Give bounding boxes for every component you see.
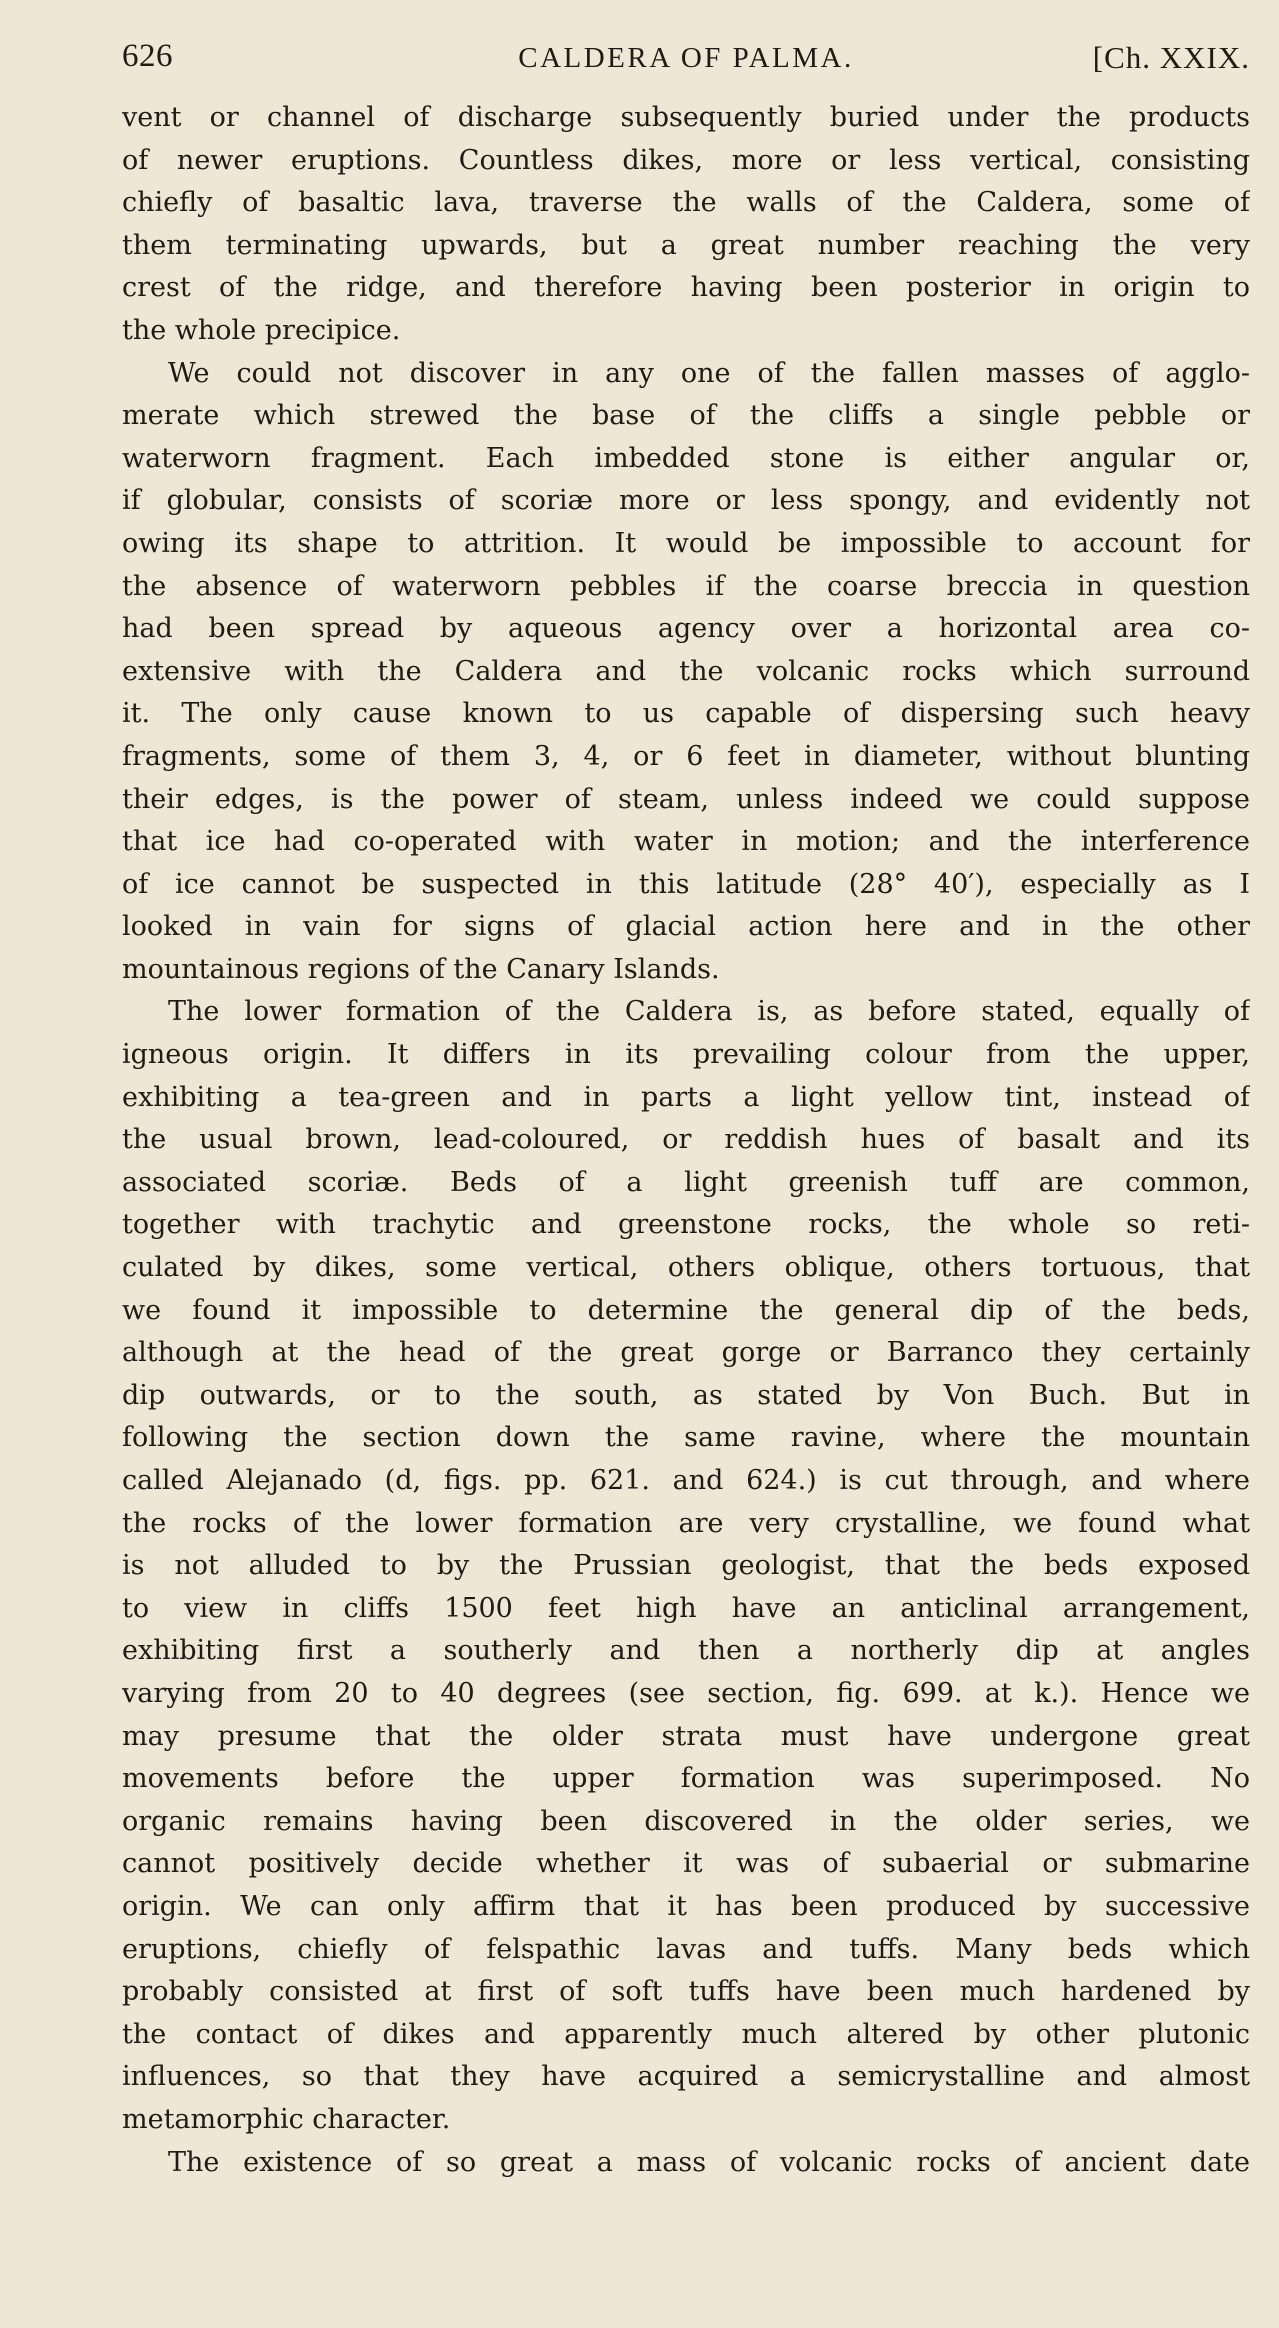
text-line: extensive with the Caldera and the volcanic rocks which surround [122, 655, 1250, 687]
text-line: the rocks of the lower formation are very crystalline, we found what [122, 1507, 1250, 1539]
text-line: them terminating upwards, but a great number reaching the very [122, 229, 1250, 261]
text-line: chiefly of basaltic lava, traverse the walls of the Caldera, some of [122, 187, 1250, 219]
text-line: of ice cannot be suspected in this latitude (28° 40′), especially as I [122, 868, 1250, 900]
text-line: the absence of waterworn pebbles if the coarse breccia in question [122, 570, 1250, 602]
running-head: CALDERA OF PALMA. [518, 42, 854, 74]
text-line: associated scoriæ. Beds of a light greenish tuff are common, [122, 1166, 1250, 1198]
text-line: may presume that the older strata must have undergone great [122, 1720, 1250, 1752]
text-line: The existence of so great a mass of volcanic rocks of ancient date [168, 2146, 1250, 2178]
text-line: waterworn fragment. Each imbedded stone is either angular or, [122, 442, 1250, 474]
text-line: movements before the upper formation was superimposed. No [122, 1763, 1250, 1795]
text-line: is not alluded to by the Prussian geologist, that the beds exposed [122, 1550, 1250, 1582]
text-line: fragments, some of them 3, 4, or 6 feet in diameter, without blunting [122, 740, 1250, 772]
text-line: the usual brown, lead-coloured, or reddish hues of basalt and its [122, 1124, 1250, 1156]
text-line: varying from 20 to 40 degrees (see section, fig. 699. at k.). Hence we [122, 1677, 1250, 1709]
text-line: influences, so that they have acquired a semicrystalline and almost [122, 2061, 1250, 2093]
body-text [122, 97, 1250, 2184]
text-line: igneous origin. It differs in its prevailing colour from the upper, [122, 1039, 1250, 1071]
page-number: 626 [122, 38, 173, 74]
text-line: owing its shape to attrition. It would be impossible to account for [122, 527, 1250, 559]
text-line: together with trachytic and greenstone rocks, the whole so reti- [122, 1209, 1250, 1241]
text-line: eruptions, chiefly of felspathic lavas and tuffs. Many beds which [122, 1933, 1250, 1965]
text-line: probably consisted at first of soft tuffs have been much hardened by [122, 1976, 1250, 2008]
text-line: the whole precipice. [122, 314, 401, 346]
text-line: organic remains having been discovered in the older series, we [122, 1805, 1250, 1837]
page-header [122, 38, 1250, 88]
text-line: to view in cliffs 1500 feet high have an anticlinal arrangement, [122, 1592, 1250, 1624]
text-line: vent or channel of discharge subsequently buried under the products [122, 102, 1250, 133]
text-line: merate which strewed the base of the cliffs a single pebble or [122, 400, 1250, 432]
text-line: crest of the ridge, and therefore having been posterior in origin to [122, 272, 1250, 304]
text-line: origin. We can only affirm that it has been produced by successive [122, 1890, 1250, 1922]
text-line: mountainous regions of the Canary Islands. [122, 953, 720, 985]
text-line: The lower formation of the Caldera is, as before stated, equally of [168, 996, 1250, 1028]
text-line: that ice had co-operated with water in motion; and the interference [122, 826, 1250, 858]
text-line: cannot positively decide whether it was of subaerial or submarine [122, 1848, 1250, 1880]
text-line: following the section down the same ravine, where the mountain [122, 1422, 1250, 1454]
chapter-reference: [Ch. XXIX. [1092, 40, 1250, 75]
text-line: we found it impossible to determine the general dip of the beds, [122, 1294, 1250, 1326]
text-line: the contact of dikes and apparently much altered by other plutonic [122, 2018, 1250, 2050]
text-line: it. The only cause known to us capable of dispersing such heavy [122, 698, 1250, 730]
text-line: if globular, consists of scoriæ more or less spongy, and evidently not [122, 485, 1250, 517]
text-line: of newer eruptions. Countless dikes, more or less vertical, consisting [122, 144, 1250, 176]
text-line: had been spread by aqueous agency over a horizontal area co- [122, 613, 1250, 645]
text-line: metamorphic character. [122, 2103, 451, 2135]
text-line: dip outwards, or to the south, as stated by Von Buch. But in [122, 1379, 1250, 1411]
text-line: culated by dikes, some vertical, others oblique, others tortuous, that [122, 1252, 1250, 1284]
text-line: We could not discover in any one of the fallen masses of agglo- [168, 357, 1250, 389]
text-line: although at the head of the great gorge or Barranco they certainly [122, 1337, 1250, 1369]
text-line: exhibiting a tea-green and in parts a light yellow tint, instead of [122, 1081, 1250, 1113]
text-line: called Alejanado (d, figs. pp. 621. and 624.) is cut through, and where [122, 1465, 1250, 1496]
text-line: exhibiting first a southerly and then a northerly dip at angles [122, 1635, 1250, 1667]
text-line: their edges, is the power of steam, unless indeed we could suppose [122, 783, 1250, 815]
text-line: looked in vain for signs of glacial action here and in the other [122, 911, 1250, 943]
